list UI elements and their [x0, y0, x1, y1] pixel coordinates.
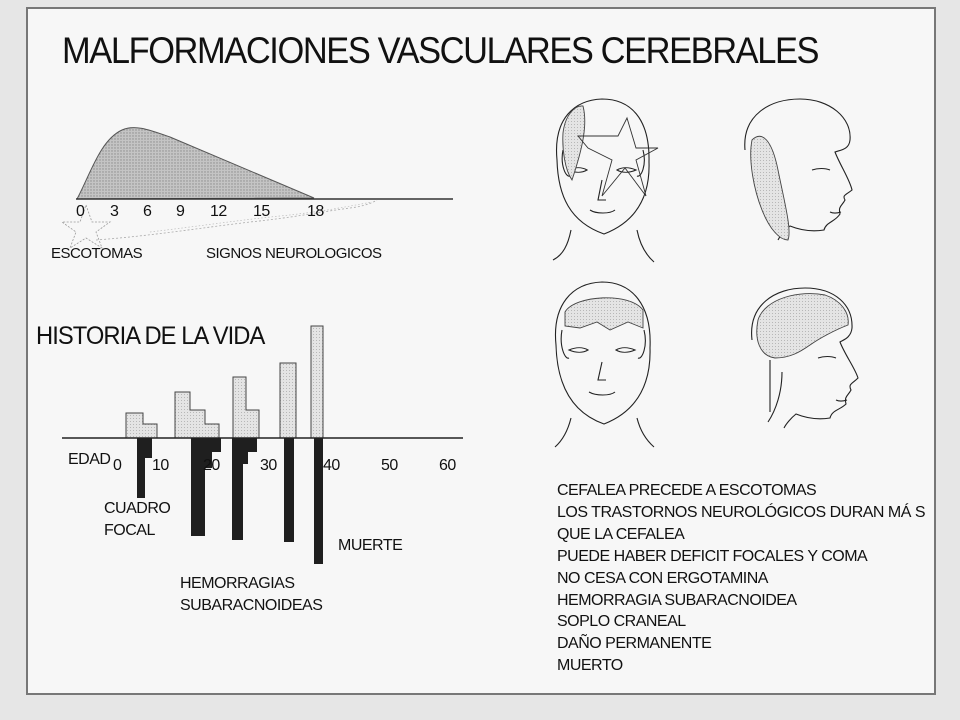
note-line: LOS TRASTORNOS NEUROLÓGICOS DURAN MÁ S [557, 503, 926, 521]
top-tick-3: 3 [110, 203, 119, 220]
deficit-bar-1 [137, 438, 152, 498]
age-tick-30: 30 [260, 457, 277, 474]
top-tick-15: 15 [253, 203, 270, 220]
top-tick-0: 0 [76, 203, 85, 220]
age-axis-label: EDAD [68, 451, 111, 468]
age-tick-10: 10 [152, 457, 169, 474]
headache-episode-5 [311, 326, 323, 438]
focal-label-line1: CUADRO [104, 500, 171, 517]
neuro-signs-wave [96, 200, 377, 240]
age-tick-20: 20 [203, 457, 220, 474]
headache-area [77, 128, 314, 199]
pain-zone-diffuse [757, 294, 848, 358]
note-line: NO CESA CON ERGOTAMINA [557, 569, 768, 587]
top-tick-9: 9 [176, 203, 185, 220]
head-profile-bottom-right [752, 288, 858, 428]
age-tick-0: 0 [113, 457, 122, 474]
hemorrhage-label-line2: SUBARACNOIDEAS [180, 597, 323, 614]
age-tick-60: 60 [439, 457, 456, 474]
pain-zone-hemicrania [751, 136, 789, 240]
focal-label-line2: FOCAL [104, 522, 155, 539]
deficit-bar-3 [232, 438, 257, 540]
scotoma-star [62, 205, 110, 248]
deficit-bar-4 [284, 438, 294, 542]
headache-timeline-chart [62, 128, 453, 248]
hemorrhage-label-line1: HEMORRAGIAS [180, 575, 295, 592]
deficit-bar-2 [191, 438, 221, 536]
note-line: CEFALEA PRECEDE A ESCOTOMAS [557, 482, 817, 499]
top-tick-6: 6 [143, 203, 152, 220]
head-front-bottom-left [555, 282, 654, 447]
note-line: DAÑO PERMANENTE [557, 635, 712, 653]
clinical-notes-list [557, 480, 925, 677]
neuro-signs-label: SIGNOS NEUROLOGICOS [206, 245, 382, 262]
note-line: PUEDE HABER DEFICIT FOCALES Y COMA [557, 547, 868, 565]
headache-episode-4 [280, 363, 296, 438]
headache-episode-3 [233, 377, 259, 438]
note-line: HEMORRAGIA SUBARACNOIDEA [557, 591, 797, 609]
pain-zone-frontal [565, 298, 643, 330]
note-line: QUE LA CEFALEA [557, 525, 685, 543]
death-label: MUERTE [338, 537, 403, 554]
note-line: MUERTO [557, 657, 623, 675]
pain-zone-star [578, 118, 658, 196]
life-history-title: HISTORIA DE LA VIDA [36, 322, 265, 350]
headache-episode-2 [175, 392, 219, 438]
scotoma-label: ESCOTOMAS [51, 245, 143, 262]
age-tick-40: 40 [323, 457, 340, 474]
head-profile-top-right [745, 99, 852, 240]
top-tick-12: 12 [210, 203, 227, 220]
deficit-bar-5 [314, 438, 323, 564]
headache-episode-1 [126, 413, 157, 438]
note-line: SOPLO CRANEAL [557, 613, 686, 631]
page-title: MALFORMACIONES VASCULARES CEREBRALES [62, 30, 819, 71]
head-front-top-left [553, 99, 658, 262]
top-tick-18: 18 [307, 203, 324, 220]
age-tick-50: 50 [381, 457, 398, 474]
